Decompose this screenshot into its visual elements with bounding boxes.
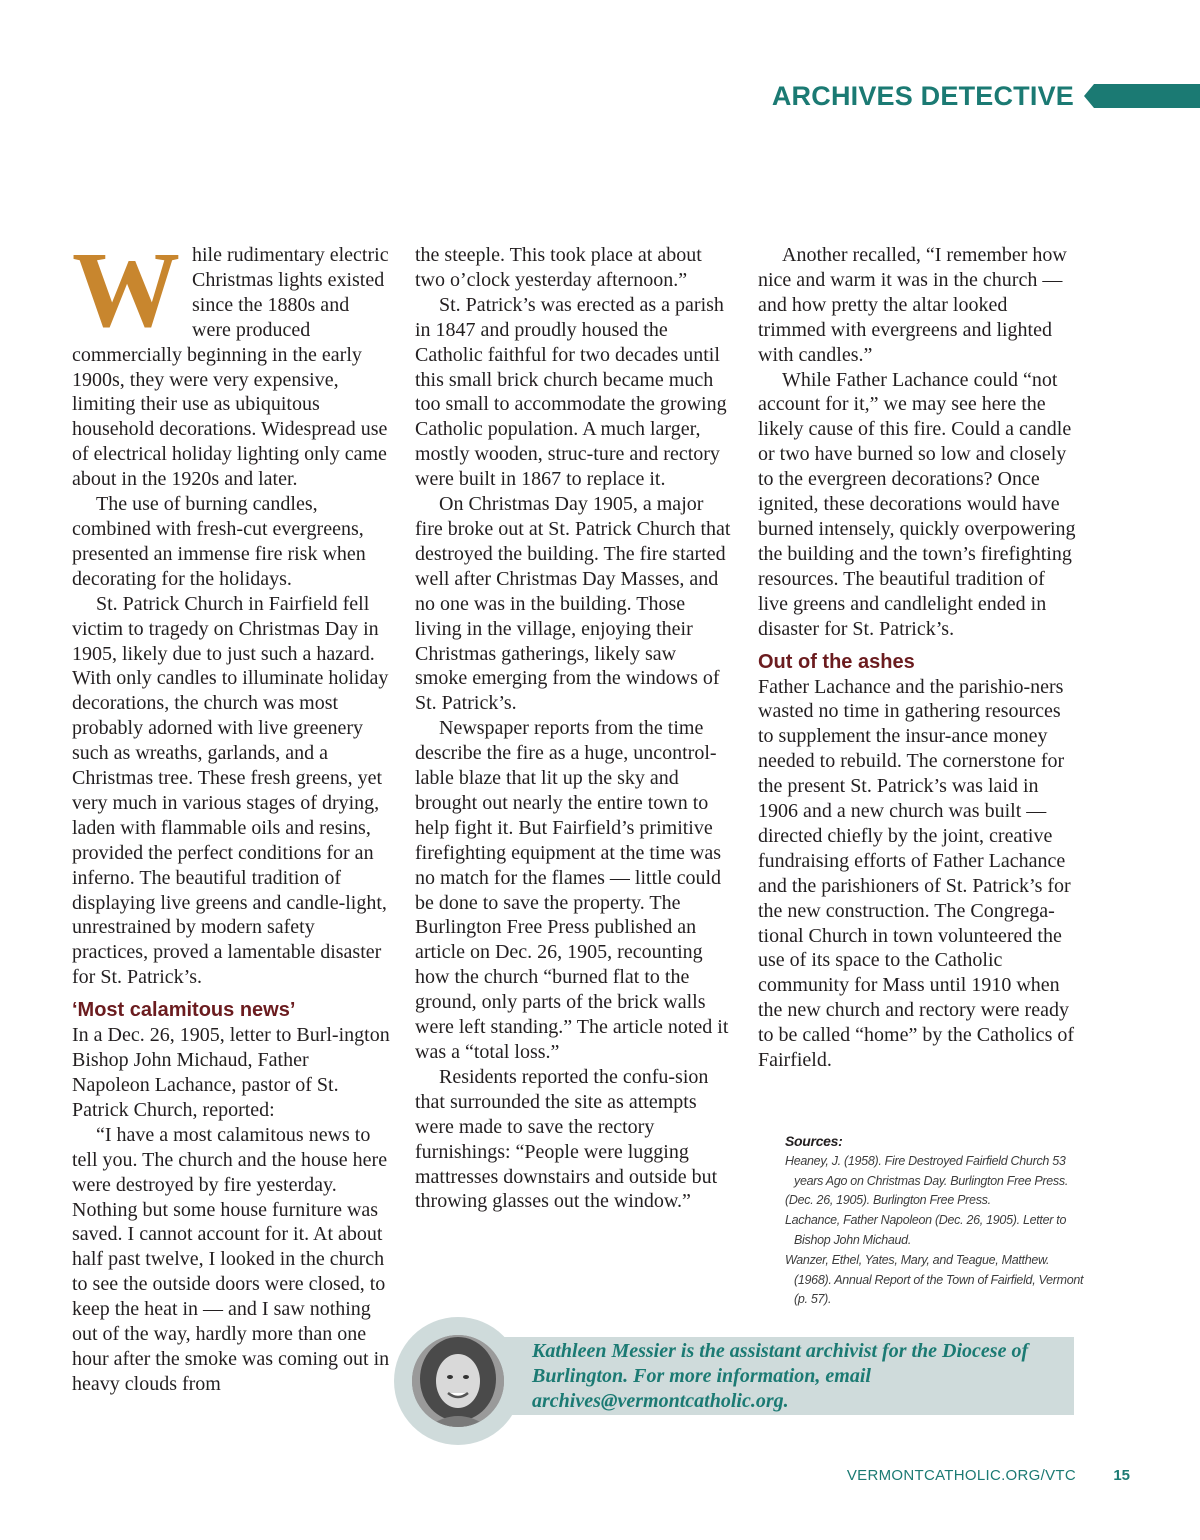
source-entry: Wanzer, Ethel, Yates, Mary, and Teague, Matthew. (1968). Annual Report of the Town of Fairfield, Vermont (p. 57). xyxy=(785,1252,1084,1307)
sources-list xyxy=(785,1132,1085,1310)
article-column-1 xyxy=(72,231,390,1397)
paragraph: Another recalled, “I remember how nice and warm it was in the church — and how pretty the altar looked trimmed with evergreens and lighted with candles.” xyxy=(758,244,1067,366)
paragraph: On Christmas Day 1905, a major fire broke out at St. Patrick Church that destroyed the building. The fire started well after Christmas Day Masses, and no one was in the building. Those living in the village, enjoying their Christmas gatherings, likely saw smoke emerging from the windows of St. Patrick’s. xyxy=(415,493,731,715)
author-portrait-icon xyxy=(412,1335,504,1427)
intro-paragraph xyxy=(72,231,390,492)
page-number: 15 xyxy=(1113,1467,1130,1484)
subheading-out-of-ashes: Out of the ashes xyxy=(758,650,915,673)
paragraph: The use of burning candles, combined with fresh-cut evergreens, presented an immense fire risk when decorating for the holidays. xyxy=(72,493,366,590)
section-header xyxy=(772,78,1200,114)
paragraph: Newspaper reports from the time describe the fire as a huge, uncontrol-lable blaze that lit up the sky and brought out nearly the entire town to help fight it. But Fairfield’s primitive firefighting equipment at the time was no match for the flames — little could be done to save the property. The Burlington Free Press published an article on Dec. 26, 1905, recounting how the church “burned flat to the ground, only parts of the brick walls were left standing.” The article noted it was a “total loss.” xyxy=(415,717,729,1063)
quote-paragraph: “I have a most calamitous news to tell you. The church and the house here were destroyed by fire yesterday. Nothing but some house furniture was saved. I cannot account for it. At about half past twelve, I looked in the church to see the outside doors were closed, to keep the heat in — and I saw nothing out of the way, hardly more than one hour after the smoke was coming out in heavy clouds from xyxy=(72,1123,390,1395)
drop-cap: W xyxy=(72,231,180,350)
article-column-3 xyxy=(758,243,1076,1073)
paragraph: Father Lachance and the parishio-ners wasted no time in gathering resources to supplement the insur-ance money needed to rebuild. The cornerstone for the present St. Patrick’s was laid in 1906 and a new church was built — directed chiefly by the joint, creative fundraising efforts of Father Lachance and the parishioners of St. Patrick’s for the new construction. The Congrega-tional Church in town volunteered the use of its space to the Catholic community for Mass until 1910 when the new church and rectory were ready to be called “home” by the Catholics of Fairfield. xyxy=(758,675,1075,1072)
source-entry: Heaney, J. (1958). Fire Destroyed Fairfield Church 53 years Ago on Christmas Day. Burlington Free Press. xyxy=(785,1153,1069,1188)
paragraph: In a Dec. 26, 1905, letter to Burl-ington Bishop John Michaud, Father Napoleon Lachance, pastor of St. Patrick Church, reported: xyxy=(72,1024,390,1121)
section-title: ARCHIVES DETECTIVE xyxy=(771,81,1074,111)
paragraph: While Father Lachance could “not account for it,” we may see here the likely cause of this fire. Could a candle or two have burned so low and closely to the evergreen decorations? Once ignited, these decorations would have burned intensely, quickly overpowering the building and the town’s firefighting resources. The beautiful tradition of live greens and candlelight ended in disaster for St. Patrick’s. xyxy=(758,368,1076,640)
author-photo xyxy=(412,1335,504,1427)
sources-title: Sources: xyxy=(785,1133,843,1149)
paragraph: the steeple. This took place at about two o’clock yesterday afternoon.” xyxy=(415,244,702,291)
intro-text: hile rudimentary electric Christmas lights existed since the 1880s and were produced commercially beginning in the early 1900s, they were very expensive, limiting their use as ubiquitous household decorations. Widespread use of electrical holiday lighting only came about in the 1920s and later. xyxy=(72,244,389,491)
author-bio-text: Kathleen Messier is the assistant archivist for the Diocese of Burlington. For more information, email archives@vermontcatholic.org. xyxy=(532,1339,1029,1412)
source-entry: (Dec. 26, 1905). Burlington Free Press. xyxy=(785,1193,991,1208)
section-tab-marker xyxy=(1084,84,1200,108)
subheading-most-calamitous: ‘Most calamitous news’ xyxy=(72,999,296,1022)
source-entry: Lachance, Father Napoleon (Dec. 26, 1905). Letter to Bishop John Michaud. xyxy=(785,1213,1067,1247)
author-bio-box xyxy=(468,1337,1074,1415)
paragraph: St. Patrick Church in Fairfield fell victim to tragedy on Christmas Day in 1905, likely due to just such a hazard. With only candles to illuminate holiday decorations, the church was most probably adorned with live greenery such as wreaths, garlands, and a Christmas tree. These fresh greens, yet very much in various stages of drying, laden with flammable oils and resins, provided the perfect conditions for an inferno. The beautiful tradition of displaying live greens and candle-light, unrestrained by modern safety practices, proved a lamentable disaster for St. Patrick’s. xyxy=(72,592,389,989)
footer-url: VERMONTCATHOLIC.ORG/VTC xyxy=(846,1467,1076,1484)
paragraph: Residents reported the confu-sion that surrounded the site as attempts were made to save the rectory furnishings: “People were lugging mattresses downstairs and outside but throwing glasses out the window.” xyxy=(415,1065,718,1213)
article-column-2 xyxy=(415,243,733,1214)
paragraph: St. Patrick’s was erected as a parish in 1847 and proudly housed the Catholic faithful for two decades until this small brick church became much too small to accommodate the growing Catholic population. A much larger, mostly wooden, struc-ture and rectory were built in 1867 to replace it. xyxy=(415,293,727,491)
